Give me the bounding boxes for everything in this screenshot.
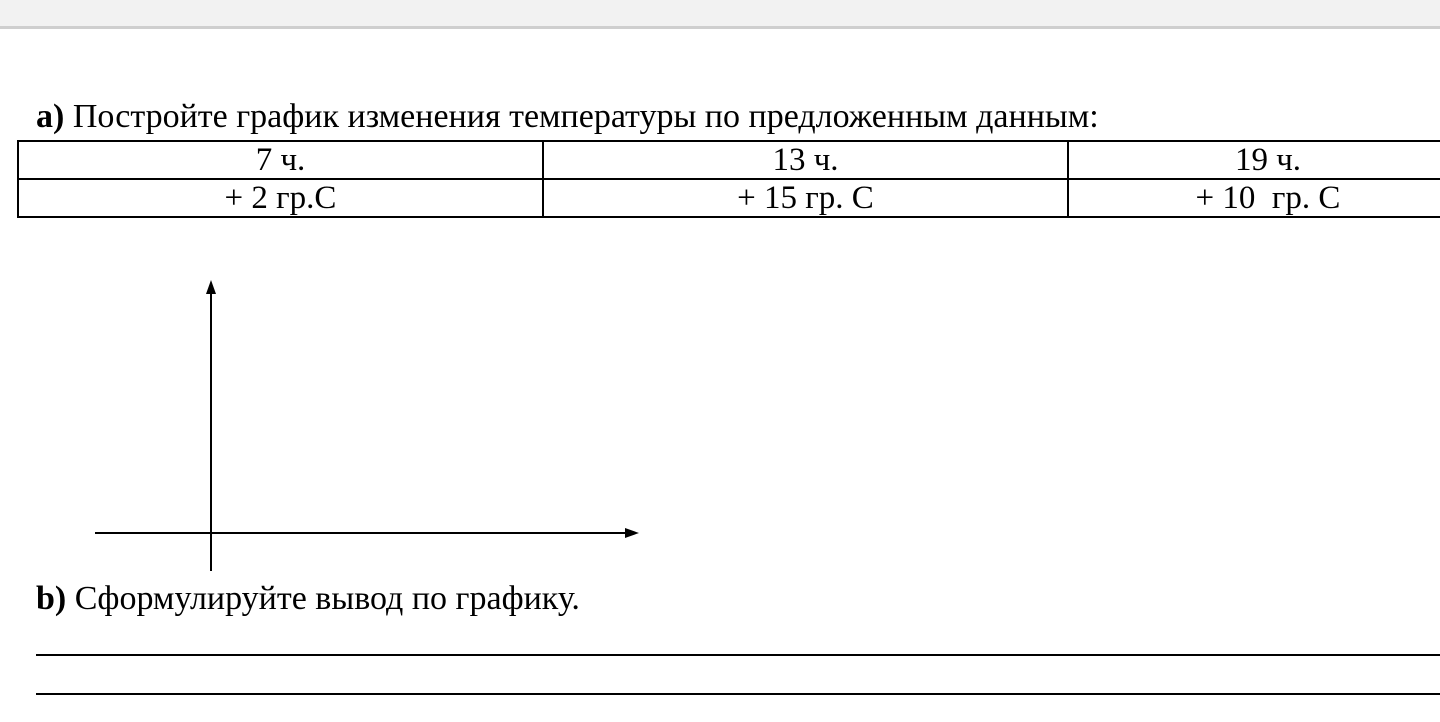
task-a-letter: a) (36, 98, 65, 135)
table-cell-temperature: + 15 гр. С (543, 179, 1068, 217)
table-cell-time: 7 ч. (18, 141, 543, 179)
y-axis-arrow-icon (206, 280, 216, 294)
table-cell-temperature: + 10 гр. С (1068, 179, 1440, 217)
task-b-letter: b) (36, 580, 67, 617)
task-a-text: Постройте график изменения температуры по предложенным данным: (64, 98, 1099, 135)
task-b-text: Сформулируйте вывод по графику. (66, 580, 580, 617)
table-cell-temperature: + 2 гр.С (18, 179, 543, 217)
answer-line (36, 654, 1440, 656)
table-cell-time: 13 ч. (543, 141, 1068, 179)
x-axis-arrow-icon (625, 528, 639, 538)
task-b-heading (36, 579, 580, 619)
table-cell-time: 19 ч. (1068, 141, 1440, 179)
answer-line (36, 693, 1440, 695)
